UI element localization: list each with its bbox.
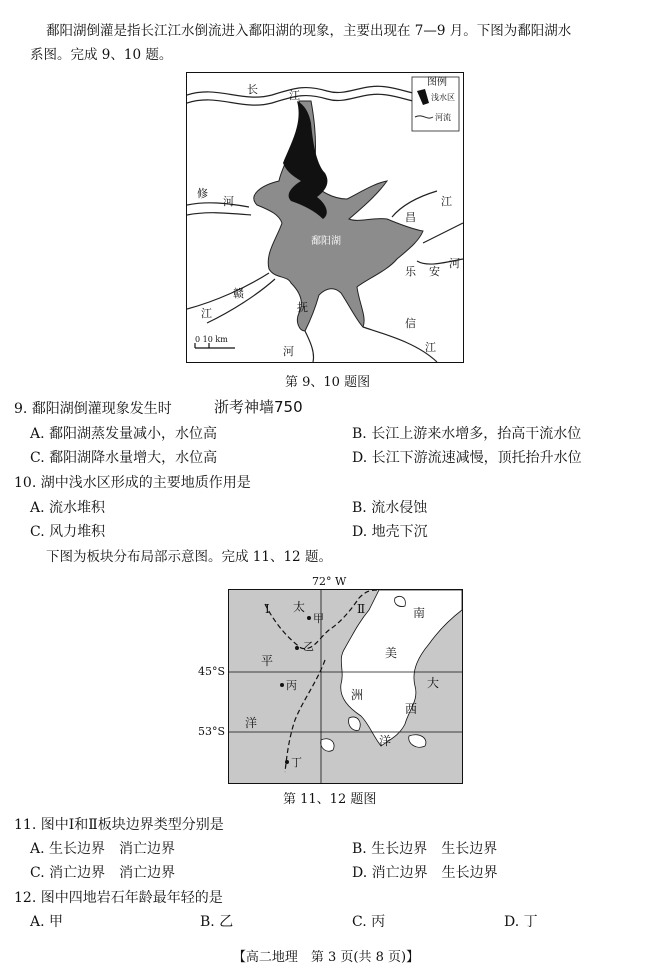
legend-river: 河流 bbox=[435, 113, 451, 122]
label-lean-1: 乐 bbox=[405, 265, 416, 278]
map1-caption: 第 9、10 题图 bbox=[285, 375, 371, 390]
q9-option-c[interactable]: C. 鄱阳湖降水量增大，水位高 bbox=[30, 450, 218, 466]
label-tai: 太 bbox=[293, 600, 306, 614]
label-rao-2: 昌 bbox=[405, 211, 416, 224]
label-xiu-1: 修 bbox=[197, 187, 208, 200]
q12-option-c[interactable]: C. 丙 bbox=[352, 914, 386, 930]
label-ping: 平 bbox=[261, 654, 274, 668]
q10-option-d[interactable]: D. 地壳下沉 bbox=[352, 524, 428, 540]
point-jia: 甲 bbox=[313, 612, 324, 625]
q10-option-a[interactable]: A. 流水堆积 bbox=[30, 500, 106, 516]
label-lake: 鄱阳湖 bbox=[311, 236, 341, 247]
point-bing: 丙 bbox=[286, 679, 297, 692]
label-xin-2: 江 bbox=[425, 341, 436, 354]
legend-title: 图例 bbox=[427, 77, 447, 88]
scale-label: 0 10 km bbox=[195, 335, 228, 344]
q11-option-d[interactable]: D. 消亡边界 生长边界 bbox=[352, 865, 498, 881]
label-gan-1: 赣 bbox=[233, 287, 244, 300]
label-xiu-2: 河 bbox=[223, 195, 234, 208]
q9-option-b[interactable]: B. 长江上游来水增多，抬高干流水位 bbox=[352, 426, 582, 442]
label-da: 大 bbox=[427, 676, 440, 690]
lat1-label: 45°S bbox=[198, 665, 226, 678]
q9-option-a[interactable]: A. 鄱阳湖蒸发量减小，水位高 bbox=[30, 426, 218, 442]
label-yang2: 洋 bbox=[379, 734, 392, 748]
q11-option-a[interactable]: A. 生长边界 消亡边界 bbox=[30, 841, 176, 857]
label-fu-2: 河 bbox=[283, 345, 294, 358]
q12-option-d[interactable]: D. 丁 bbox=[504, 914, 538, 930]
plate-1-label: Ⅰ bbox=[265, 602, 270, 616]
label-yang: 洋 bbox=[245, 716, 258, 730]
plate-map bbox=[228, 589, 463, 784]
q10-option-c[interactable]: C. 风力堆积 bbox=[30, 524, 106, 540]
q10-stem: 10. 湖中浅水区形成的主要地质作用是 bbox=[14, 475, 251, 491]
q11-option-b[interactable]: B. 生长边界 生长边界 bbox=[352, 841, 498, 857]
page-footer: 【高二地理 第 3 页(共 8 页)】 bbox=[232, 950, 420, 965]
label-mei: 美 bbox=[385, 646, 398, 660]
label-fu-1: 抚 bbox=[297, 301, 308, 314]
label-xin-1: 信 bbox=[405, 317, 416, 330]
label-lean-2: 安 bbox=[429, 265, 440, 278]
point-yi: 乙 bbox=[303, 640, 314, 653]
q9-stem: 9. 鄱阳湖倒灌现象发生时 bbox=[14, 401, 172, 417]
q9-option-d[interactable]: D. 长江下游流速减慢，顶托抬升水位 bbox=[352, 450, 582, 466]
intro-line-1: 鄱阳湖倒灌是指长江江水倒流进入鄱阳湖的现象，主要出现在 7—9 月。下图为鄱阳湖水 bbox=[46, 23, 572, 39]
lon-label: 72° W bbox=[312, 575, 347, 588]
q12-stem: 12. 图中四地岩石年龄最年轻的是 bbox=[14, 890, 223, 906]
label-rao-1: 江 bbox=[441, 195, 452, 208]
q10-option-b[interactable]: B. 流水侵蚀 bbox=[352, 500, 428, 516]
label-changjiang-2: 江 bbox=[289, 89, 300, 102]
lat2-label: 53°S bbox=[198, 725, 226, 738]
label-lean-3: 河 bbox=[449, 257, 460, 270]
watermark: 浙考神墙750 bbox=[214, 398, 303, 416]
poyang-lake-map bbox=[186, 72, 464, 363]
q11-stem: 11. 图中Ⅰ和Ⅱ板块边界类型分别是 bbox=[14, 817, 224, 833]
intro-line-2: 系图。完成 9、10 题。 bbox=[30, 47, 173, 63]
label-nan: 南 bbox=[413, 606, 426, 620]
poyang-map-graphic bbox=[187, 73, 463, 362]
label-zhou: 洲 bbox=[351, 688, 364, 702]
label-changjiang-1: 长 bbox=[247, 83, 258, 96]
label-xi: 西 bbox=[405, 702, 418, 716]
map2-caption: 第 11、12 题图 bbox=[283, 792, 377, 807]
plate-2-label: Ⅱ bbox=[357, 602, 366, 616]
legend-shallow: 浅水区 bbox=[431, 93, 455, 102]
point-ding: 丁 bbox=[291, 756, 302, 769]
q12-option-b[interactable]: B. 乙 bbox=[200, 914, 234, 930]
label-gan-2: 江 bbox=[201, 307, 212, 320]
q12-option-a[interactable]: A. 甲 bbox=[30, 914, 64, 930]
intro2: 下图为板块分布局部示意图。完成 11、12 题。 bbox=[46, 549, 332, 565]
q11-option-c[interactable]: C. 消亡边界 消亡边界 bbox=[30, 865, 176, 881]
